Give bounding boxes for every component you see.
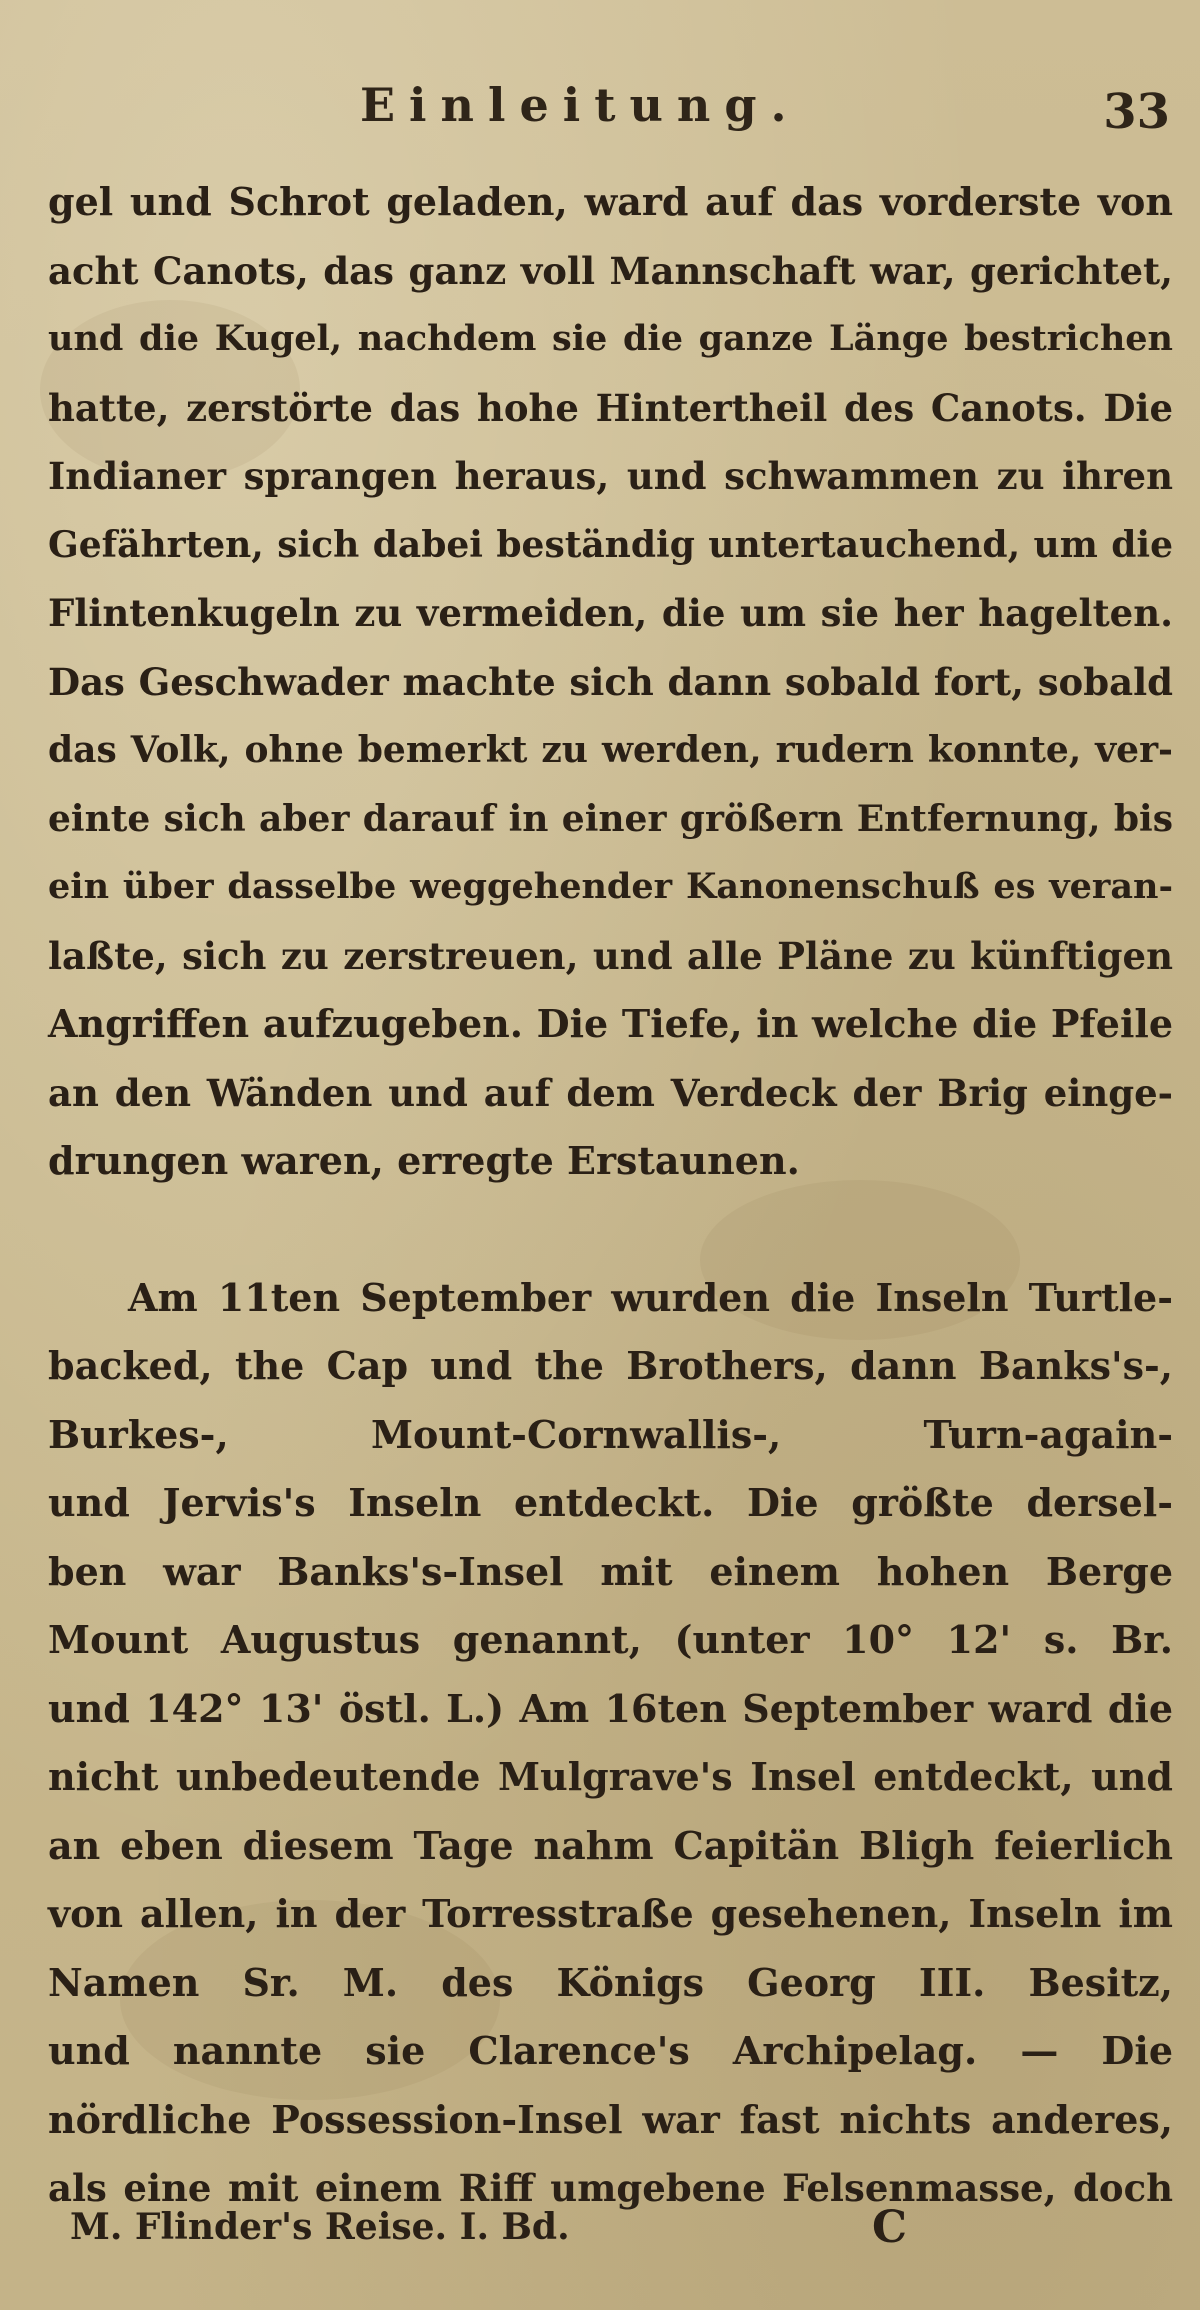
running-head-title: Einleitung. <box>360 78 801 132</box>
text-line: Indianer sprangen heraus, und schwammen zu ihren <box>48 454 1173 498</box>
text-line: nördliche Possession-Insel war fast nichts anderes, <box>48 2096 1173 2142</box>
text-line: drungen waren, erregte Erstaunen. <box>48 1138 800 1183</box>
text-line: und nannte sie Clarence's Archipelag. — Die <box>48 2028 1173 2073</box>
text-line: und Jervis's Inseln entdeckt. Die größte dersel- <box>48 1480 1173 1525</box>
text-line: von allen, in der Torresstraße gesehenen, Inseln im <box>48 1891 1173 1936</box>
text-line: Burkes-, Mount-Cornwallis-, Turn-again- <box>48 1411 1173 1457</box>
text-line: ben war Banks's-Insel mit einem hohen Berge <box>48 1548 1173 1594</box>
text-line: Am 11ten September wurden die Inseln Turtle- <box>128 1274 1173 1320</box>
text-line: an eben diesem Tage nahm Capitän Bligh feierlich <box>48 1822 1173 1868</box>
text-line: Flintenkugeln zu vermeiden, die um sie her hagelten. <box>48 591 1173 635</box>
text-line: Mount Augustus genannt, (unter 10° 12' s. Br. <box>48 1617 1173 1662</box>
text-line: nicht unbedeutende Mulgrave's Insel entdeckt, und <box>48 1754 1173 1799</box>
text-line: und die Kugel, nachdem sie die ganze Länge bestrichen <box>48 318 1173 359</box>
text-line: Gefährten, sich dabei beständig untertauchend, um die <box>48 523 1173 566</box>
paragraph-gap <box>48 1196 1173 1264</box>
text-line: Das Geschwader machte sich dann sobald fort, sobald <box>48 659 1173 704</box>
paragraph-1 <box>48 168 1173 1196</box>
page-number: 33 <box>1103 84 1170 140</box>
text-line: das Volk, ohne bemerkt zu werden, rudern konnte, ver- <box>48 729 1173 771</box>
paragraph-2 <box>48 1264 1173 2223</box>
text-line: Namen Sr. M. des Königs Georg III. Besitz, <box>48 1959 1173 2005</box>
text-line: Angriffen aufzugeben. Die Tiefe, in welche die Pfeile <box>48 1001 1173 1046</box>
text-line: als eine mit einem Riff umgebene Felsenmasse, doch <box>48 2166 1173 2210</box>
signature-mark: C <box>872 2202 908 2253</box>
text-line: gel und Schrot geladen, ward auf das vorderste von <box>48 179 1173 224</box>
text-line: an den Wänden und auf dem Verdeck der Brig einge- <box>48 1070 1173 1115</box>
running-head <box>0 78 1200 148</box>
page-footer <box>0 2202 1200 2276</box>
text-line: hatte, zerstörte das hohe Hintertheil des Canots. Die <box>48 385 1173 430</box>
text-line: acht Canots, das ganz voll Mannschaft war, gerichtet, <box>48 248 1173 293</box>
body-text <box>48 168 1173 2223</box>
text-line: und 142° 13' östl. L.) Am 16ten September ward die <box>48 1685 1173 1731</box>
signature-line: M. Flinder's Reise. I. Bd. <box>70 2206 570 2248</box>
text-line: ein über dasselbe weggehender Kanonenschuß es veran- <box>48 866 1173 907</box>
text-line: laßte, sich zu zerstreuen, und alle Pläne zu künftigen <box>48 933 1173 978</box>
text-line: einte sich aber darauf in einer größern Entfernung, bis <box>48 797 1173 840</box>
text-line: backed, the Cap und the Brothers, dann Banks's-, <box>48 1343 1173 1388</box>
